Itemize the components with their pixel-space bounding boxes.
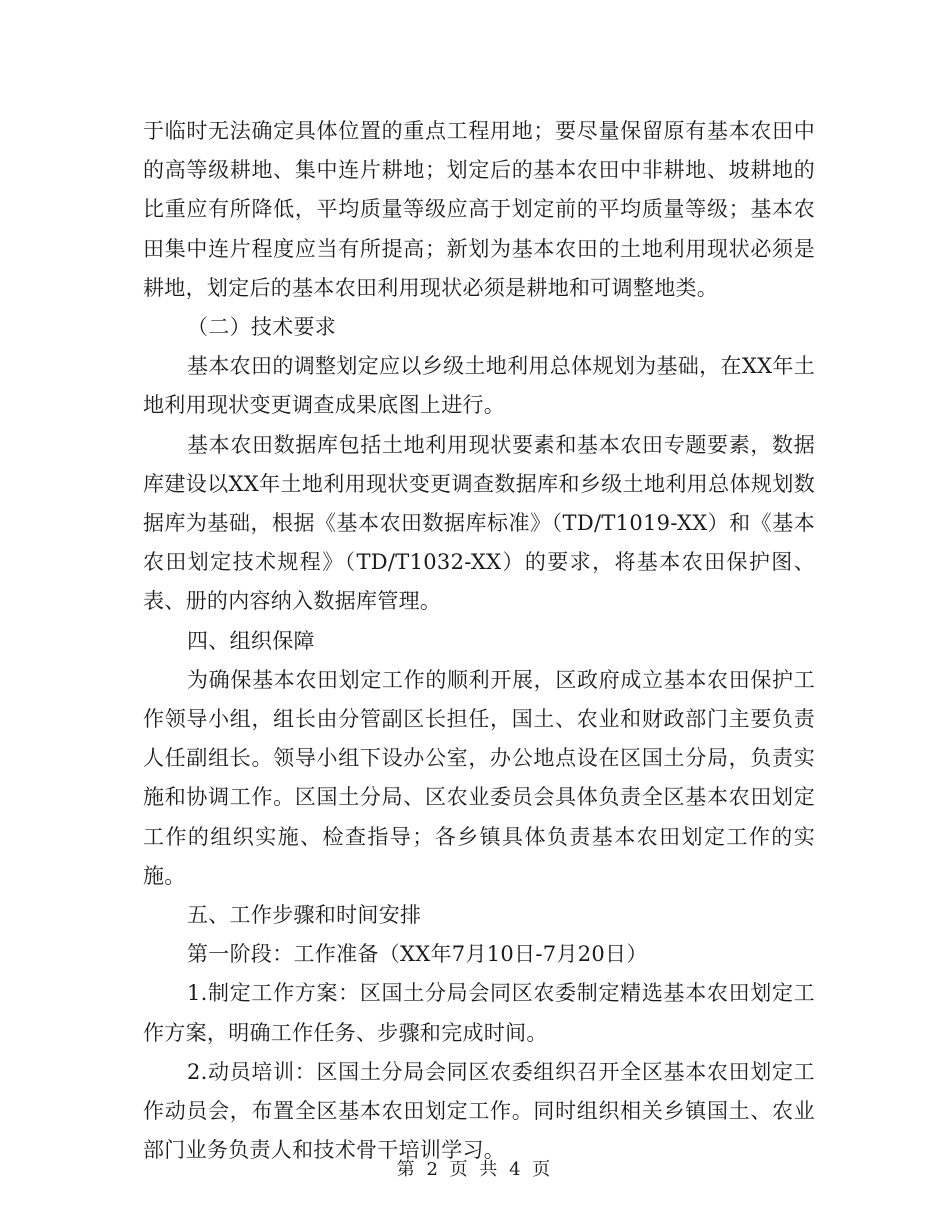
list-item-work-plan: 1.制定工作方案：区国土分局会同区农委制定精选基本农田划定工作方案，明确工作任务、步骤和完成时间。	[143, 981, 815, 1045]
heading-work-steps: 五、工作步骤和时间安排	[187, 903, 422, 928]
heading-organization: 四、组织保障	[187, 628, 315, 653]
subheading-technical-requirements: （二）技术要求	[187, 315, 337, 340]
document-body	[143, 112, 815, 1170]
paragraph-database: 基本农田数据库包括土地利用现状要素和基本农田专题要素，数据库建设以XX年土地利用现状变更调查数据库和乡级土地利用总体规划数据库为基础，根据《基本农田数据库标准》（TD/T1019-XX）和《基本农田划定技术规程》（TD/T1032-XX）的要求，将基本农田保护图、表、册的内容纳入数据库管理。	[143, 432, 815, 614]
list-item-training: 2.动员培训：区国土分局会同区农委组织召开全区基本农田划定工作动员会，布置全区基本农田划定工作。同时组织相关乡镇国土、农业部门业务负责人和技术骨干培训学习。	[143, 1059, 815, 1163]
paragraph-adjustment-basis: 基本农田的调整划定应以乡级土地利用总体规划为基础，在XX年土地利用现状变更调查成果底图上进行。	[143, 354, 815, 418]
stage-one-heading: 第一阶段：工作准备（XX年7月10日-7月20日）	[187, 942, 648, 967]
paragraph-organization: 为确保基本农田划定工作的顺利开展，区政府成立基本农田保护工作领导小组，组长由分管副区长担任，国土、农业和财政部门主要负责人任副组长。领导小组下设办公室，办公地点设在区国土分局，负责实施和协调工作。区国土分局、区农业委员会具体负责全区基本农田划定工作的组织实施、检查指导；各乡镇具体负责基本农田划定工作的实施。	[143, 667, 815, 888]
paragraph-continuation: 于临时无法确定具体位置的重点工程用地；要尽量保留原有基本农田中的高等级耕地、集中连片耕地；划定后的基本农田中非耕地、坡耕地的比重应有所降低，平均质量等级应高于划定前的平均质量等级；基本农田集中连片程度应当有所提高；新划为基本农田的土地利用现状必须是耕地，划定后的基本农田利用现状必须是耕地和可调整地类。	[143, 119, 815, 300]
page-number-footer: 第 2 页 共 4 页	[396, 1159, 554, 1180]
